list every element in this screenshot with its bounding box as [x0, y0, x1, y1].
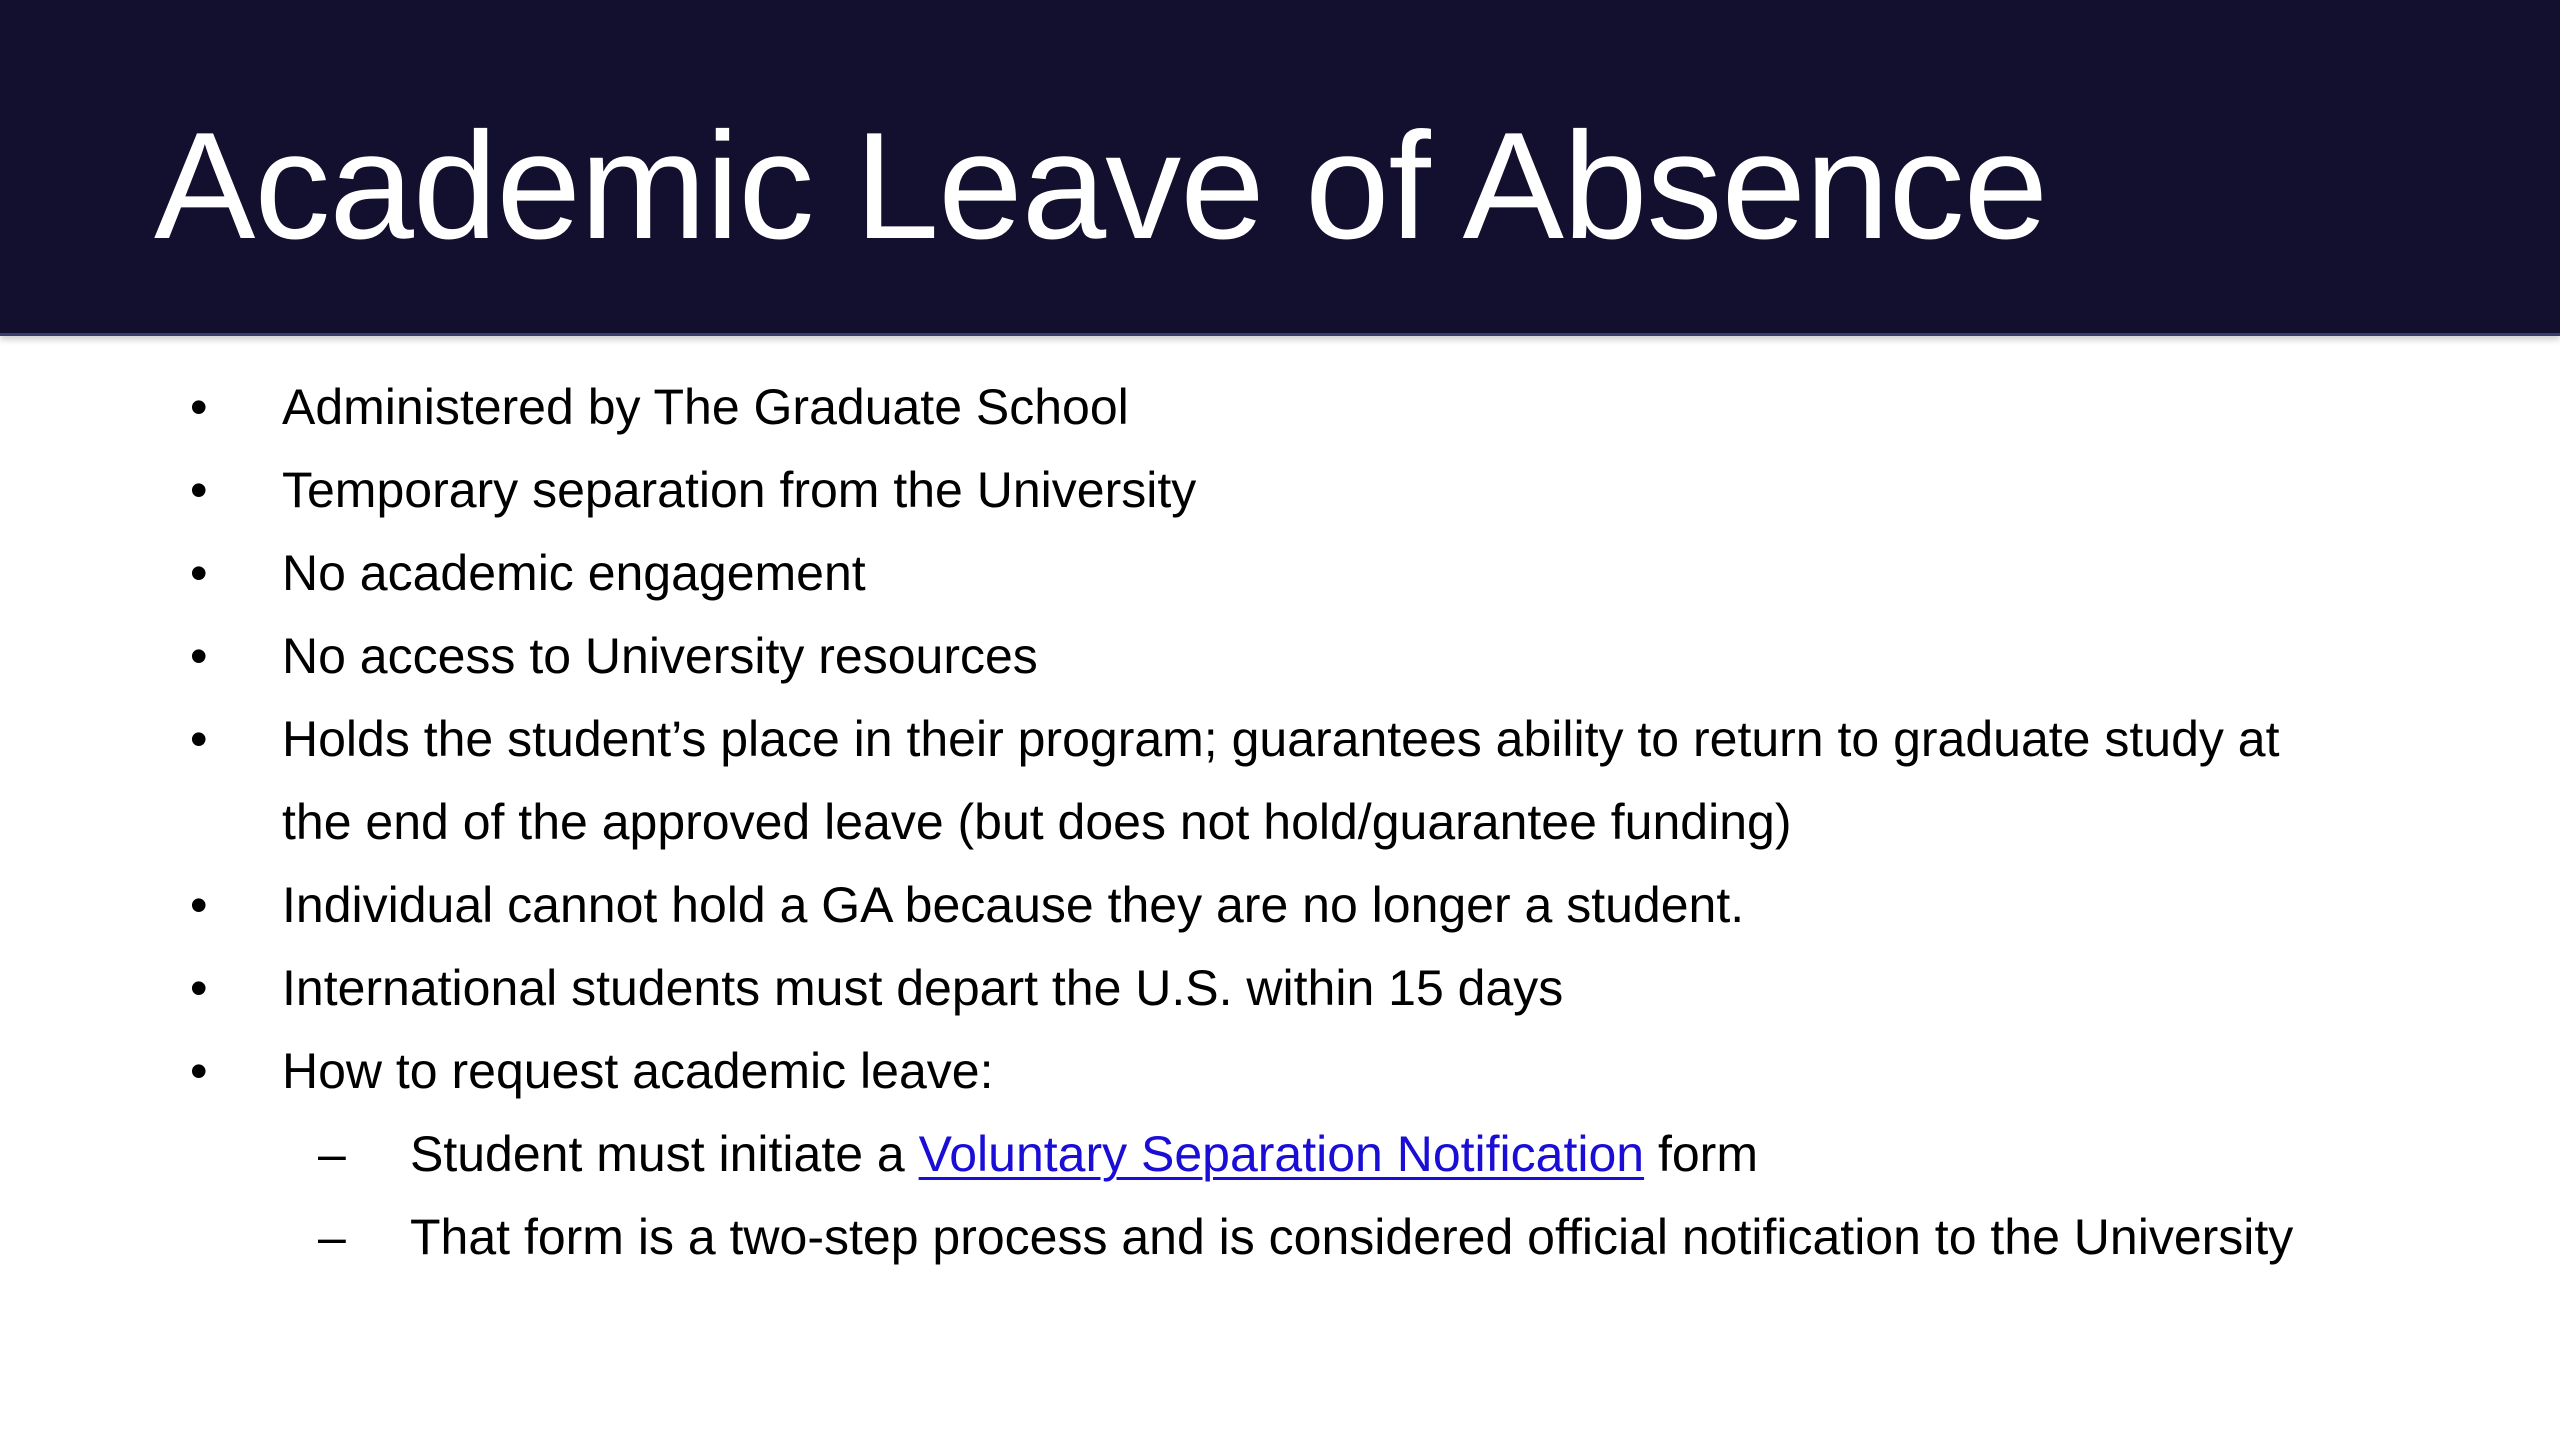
bullet-marker: • — [190, 877, 208, 933]
bullet-item — [0, 947, 2560, 1030]
bullet-item — [0, 532, 2560, 615]
bullet-marker: • — [190, 379, 208, 435]
bullet-text: No academic engagement — [282, 545, 866, 601]
bullet-text: No access to University resources — [282, 628, 1038, 684]
bullet-text: Temporary separation from the University — [282, 462, 1197, 518]
bullet-marker: • — [190, 545, 208, 601]
bullet-item — [0, 864, 2560, 947]
bullet-item — [0, 615, 2560, 698]
sub-bullet-marker: – — [318, 1126, 346, 1182]
sub-bullet-item — [0, 1113, 2560, 1196]
sub-bullet-text: That form is a two-step process and is considered official notification to the University — [410, 1209, 2294, 1265]
sub-bullet-item — [0, 1196, 2560, 1279]
bullet-marker: • — [190, 1043, 208, 1099]
title-bar — [0, 0, 2560, 336]
bullet-text: International students must depart the U.S. within 15 days — [282, 960, 1564, 1016]
bullet-item — [0, 1030, 2560, 1113]
sub-bullet-text-prefix: Student must initiate a — [410, 1126, 919, 1182]
bullet-marker: • — [190, 711, 208, 767]
sub-bullet-marker: – — [318, 1209, 346, 1265]
bullet-marker: • — [190, 628, 208, 684]
slide-title: Academic Leave of Absence — [154, 101, 2048, 271]
bullet-marker: • — [190, 960, 208, 1016]
bullet-item — [0, 366, 2560, 449]
voluntary-separation-notification-link[interactable]: Voluntary Separation Notification — [918, 1126, 1645, 1182]
sub-bullet-text-suffix: form — [1644, 1126, 1758, 1182]
bullet-marker: • — [190, 462, 208, 518]
bullet-text: Holds the student’s place in their program; guarantees ability to return to graduate study at the end of the approved leave (but does not hold/guarantee funding) — [282, 711, 2280, 850]
bullet-text: How to request academic leave: — [282, 1043, 994, 1099]
bullet-item — [0, 449, 2560, 532]
bullet-list — [0, 366, 2560, 1279]
bullet-text: Individual cannot hold a GA because they are no longer a student. — [282, 877, 1745, 933]
bullet-text: Administered by The Graduate School — [282, 379, 1129, 435]
bullet-item — [0, 698, 2560, 864]
